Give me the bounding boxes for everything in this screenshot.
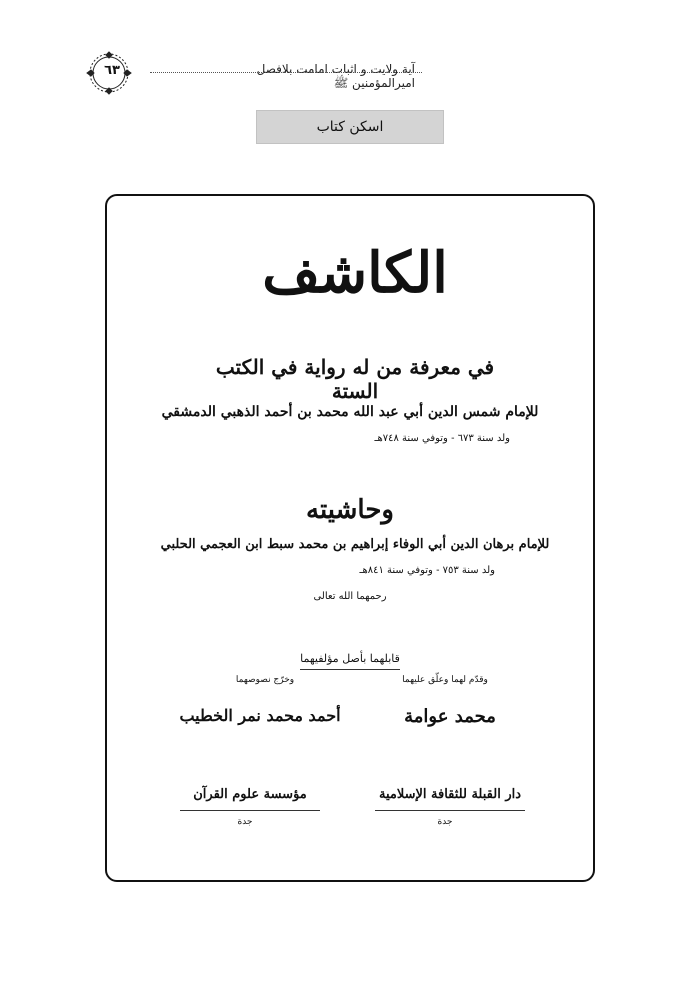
compared-underline (300, 669, 400, 670)
editor-role-right: وقدّم لهما وعلّق عليهما (402, 675, 488, 685)
running-header-title: آیة ولایت و اثبات امامت بلافصل امیرالمؤمنین ﷺ (256, 62, 415, 90)
commentator-line: للإمام برهان الدين أبي الوفاء إبراهيم بن محمد سبط ابن العجمي الحلبي (160, 537, 550, 552)
scan-label-box: اسکن کتاب (256, 110, 444, 144)
book-title: الكاشف (262, 240, 448, 306)
publisher-left: مؤسسة علوم القرآن (193, 787, 307, 802)
author-dates: ولد سنة ٦٧٣ - وتوفي سنة ٧٤٨هـ (374, 433, 510, 444)
author-line: للإمام شمس الدين أبي عبد الله محمد بن أحمد الذهبي الدمشقي (161, 404, 539, 420)
publisher-right-underline (375, 810, 525, 811)
commentator-dates: ولد سنة ٧٥٣ - وتوفي سنة ٨٤١هـ (359, 565, 495, 576)
publisher-left-underline (180, 810, 320, 811)
editor-name-right: محمد عوامة (404, 706, 496, 727)
page-number: ٦٣ (104, 63, 120, 78)
publisher-city-right: جدة (437, 817, 453, 827)
publisher-city-left: جدة (237, 817, 253, 827)
rahimahuma-line: رحمهما الله تعالى (313, 591, 387, 602)
editor-role-left: وخرّج نصوصهما (235, 675, 295, 685)
compared-with-originals-line: قابلهما بأصل مؤلفيهما (300, 652, 400, 665)
book-subtitle: في معرفة من له رواية في الكتب الستة (215, 355, 495, 403)
hashiya-title: وحاشيته (306, 495, 394, 525)
editor-name-left: أحمد محمد نمر الخطيب (179, 706, 341, 725)
header-dotted-rule (150, 72, 422, 73)
publisher-right: دار القبلة للثقافة الإسلامية (378, 787, 522, 802)
